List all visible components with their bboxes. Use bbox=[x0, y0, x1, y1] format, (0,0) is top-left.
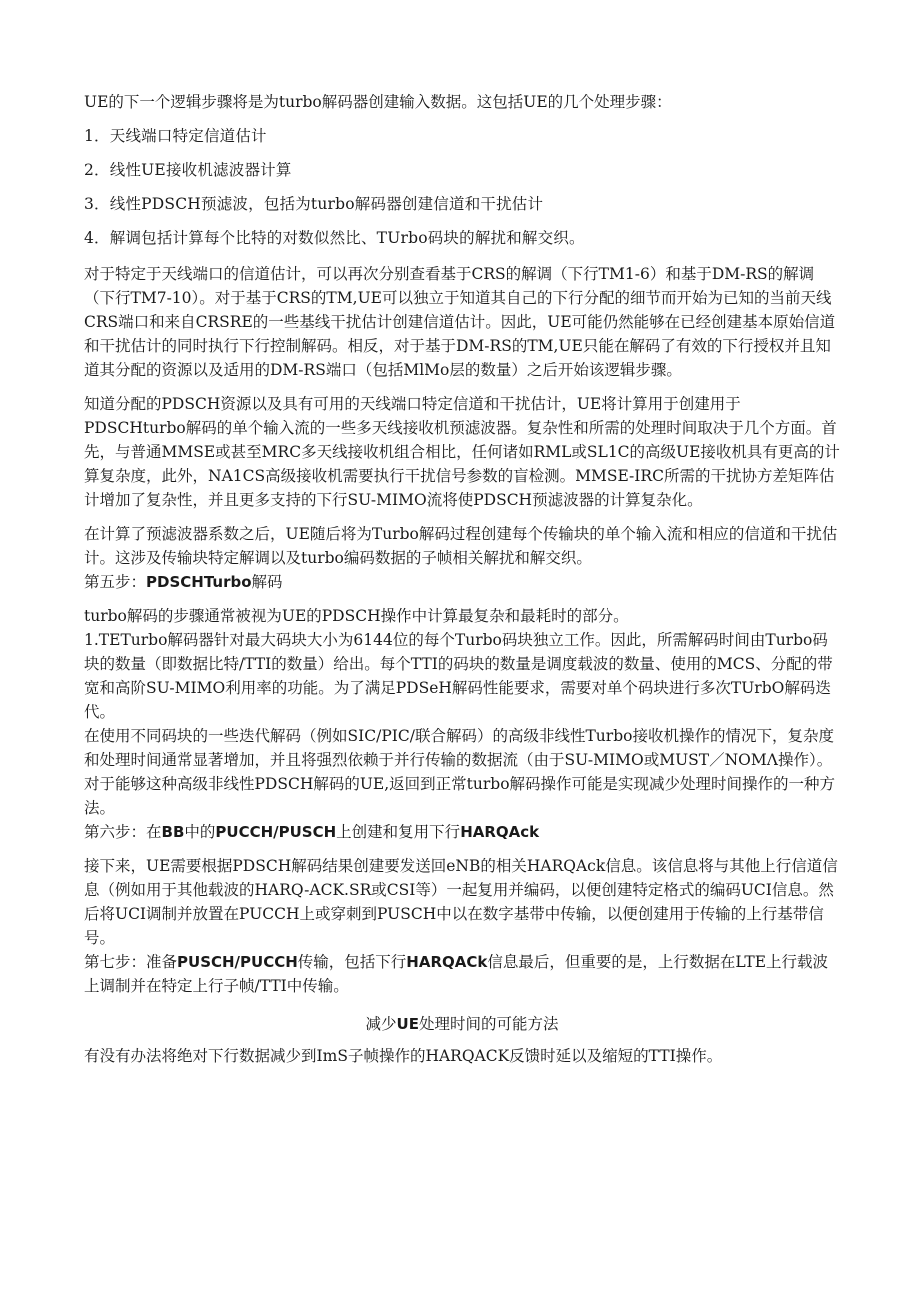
step6-prefix: 第六步：在 bbox=[84, 823, 162, 841]
step6-bold-1: BB bbox=[161, 823, 185, 841]
section-title-prefix: 减少 bbox=[365, 1015, 397, 1033]
step6-bold-3: HARQAck bbox=[460, 823, 540, 841]
step6-mid-2: 上创建和复用下行 bbox=[336, 823, 461, 841]
section-title bbox=[84, 1012, 840, 1036]
list-item-1: 1．天线端口特定信道估计 bbox=[84, 127, 267, 145]
section-title-suffix: 处理时间的可能方法 bbox=[418, 1015, 559, 1033]
step7-prefix: 第七步：准备 bbox=[84, 953, 178, 971]
list-item-3: 3．线性PDSCH预滤波，包括为turbo解码器创建信道和干扰估计 bbox=[84, 195, 544, 213]
step6-bold-2: PUCCH/PUSCH bbox=[215, 823, 337, 841]
step7-bold-1: PUSCH/PUCCH bbox=[177, 953, 298, 971]
paragraph-prefilter-coefficients: 在计算了预滤波器系数之后，UE随后将为Turbo解码过程创建每个传输块的单个输入流和相应的信道和干扰估计。这涉及传输块特定解调以及turbo编码数据的子帧相关解扰和解交织。 bbox=[84, 525, 838, 567]
paragraph-latency-question: 有没有办法将绝对下行数据减少到ImS子帧操作的HARQACK反馈时延以及缩短的TTI操作。 bbox=[84, 1047, 723, 1065]
list-item-4: 4．解调包括计算每个比特的对数似然比、TUrbo码块的解扰和解交织。 bbox=[84, 229, 585, 247]
paragraph-prefilter: 知道分配的PDSCH资源以及具有可用的天线端口特定信道和干扰估计，UE将计算用于创建用于PDSCHturbo解码的单个输入流的一些多天线接收机预滤波器。复杂性和所需的处理时间取决于几个方面。首先，与普通MMSE或甚至MRC多天线接收机组合相比，任何诸如RML或SL1C的高级UE接收机具有更高的计算复杂度，此外，NA1CS高级接收机需要执行干扰信号参数的盲检测。MMSE-IRC所需的干扰协方差矩阵估计增加了复杂性，并且更多支持的下行SU-MIMO流将使PDSCH预滤波器的计算复杂化。 bbox=[84, 395, 840, 509]
step5-prefix: 第五步： bbox=[84, 573, 147, 591]
paragraph-harq: 接下来，UE需要根据PDSCH解码结果创建要发送回eNB的相关HARQAck信息。该信息将与其他上行信道信息（例如用于其他载波的HARQ-ACK.SR或CSI等）一起复用并编码，以便创建特定格式的编码UCI信息。然后将UCI调制并放置在PUCCH上或穿刺到PUSCH中以在数字基带中传输，以便创建用于传输的上行基带信号。 bbox=[84, 857, 838, 947]
step5-heading bbox=[84, 570, 840, 594]
step5-bold: PDSCHTurbo bbox=[146, 573, 252, 591]
paragraph-nonlinear-receiver: 在使用不同码块的一些迭代解码（例如SIC/PIC/联合解码）的高级非线性Turbo接收机操作的情况下，复杂度和处理时间通常显著增加，并且将强烈依赖于并行传输的数据流（由于SU-MIMO或MUST／NOMΛ操作）。对于能够这种高级非线性PDSCH解码的UE,返回到正常turbo解码操作可能是实现减少处理时间操作的一种方法。 bbox=[84, 727, 836, 817]
step7-paragraph bbox=[84, 950, 840, 998]
document-body bbox=[84, 90, 840, 1068]
step7-bold-2: HARQACk bbox=[406, 953, 488, 971]
step5-suffix: 解码 bbox=[251, 573, 283, 591]
step6-mid-1: 中的 bbox=[184, 823, 216, 841]
intro-paragraph: UE的下一个逻辑步骤将是为turbo解码器创建输入数据。这包括UE的几个处理步骤： bbox=[84, 93, 672, 111]
paragraph-turbo-decoder: 1.TETurbo解码器针对最大码块大小为6144位的每个Turbo码块独立工作。因此，所需解码时间由Turbo码块的数量（即数据比特/TTI的数量）给出。每个TTI的码块的数量是调度载波的数量、使用的MCS、分配的带宽和高阶SU-MIMO利用率的功能。为了满足PDSeH解码性能要求，需要对单个码块进行多次TUrbO解码迭代。 bbox=[84, 631, 833, 721]
list-item-2: 2．线性UE接收机滤波器计算 bbox=[84, 161, 292, 179]
step6-heading bbox=[84, 820, 840, 844]
paragraph-turbo-intro: turbo解码的步骤通常被视为UE的PDSCH操作中计算最复杂和最耗时的部分。 bbox=[84, 607, 629, 625]
step7-mid: 传输，包括下行 bbox=[297, 953, 407, 971]
section-title-bold: UE bbox=[396, 1015, 419, 1033]
step7-suffix: 信息最后，但重要的是，上行数据在LTE上行载波上调制并在特定上行子帧/TTI中传输。 bbox=[84, 953, 829, 995]
paragraph-channel-estimation: 对于特定于天线端口的信道估计，可以再次分别查看基于CRS的解调（下行TM1-6）和基于DM-RS的解调（下行TM7-10）。对于基于CRS的TM,UE可以独立于知道其自己的下行分配的细节而开始为已知的当前天线CRS端口和来自CRSRE的一些基线干扰估计创建信道估计。因此，UE可能仍然能够在已经创建基本原始信道和干扰估计的同时执行下行控制解码。相反，对于基于DM-RS的TM,UE只能在解码了有效的下行授权并且知道其分配的资源以及适用的DM-RS端口（包括MlMo层的数量）之后开始该逻辑步骤。 bbox=[84, 265, 836, 379]
